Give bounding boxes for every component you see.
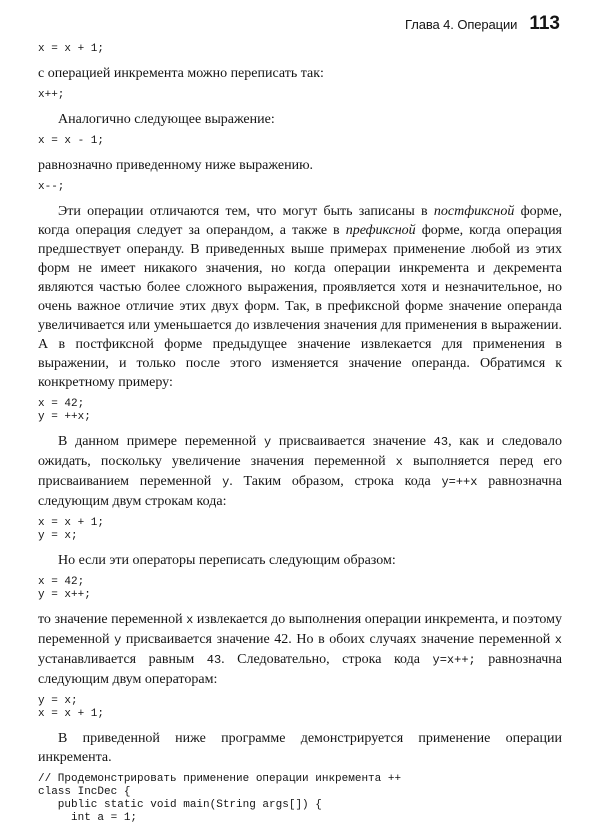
paragraph: В приведенной ниже программе демонстрируется применение операции инкремента. <box>38 731 562 765</box>
paragraph: Но если эти операторы переписать следующим образом: <box>58 553 396 568</box>
code-line: x--; <box>38 181 65 193</box>
term-postfix: постфиксной <box>433 204 515 219</box>
code-block: // Продемонстрировать применение операции инкремента ++ class IncDec { public static void main(String args[]) { int a = 1; <box>38 773 402 824</box>
code-block: x = 42; y = x++; <box>38 576 91 601</box>
paragraph: В данном примере переменной y присваивается значение 43, как и следовало ожидать, поскольку увеличение значения переменной x выполняется перед его присваиванием переменной y. Таким образом, строка кода y=++x равнозначна следующим двум строкам кода: <box>38 434 562 509</box>
paragraph: то значение переменной x извлекается до выполнения операции инкремента, и поэтому переменной y присваивается значение 42. Но в обоих случаях значение переменной x устанавливается равным 43. Следовательно, строка кода y=x++; равнозначна следующим двум операторам: <box>38 612 562 687</box>
page-content <box>38 43 562 825</box>
term-prefix: префиксной <box>345 223 416 238</box>
code-line: x++; <box>38 89 65 101</box>
running-header <box>405 13 560 37</box>
paragraph: равнозначно приведенному ниже выражению. <box>38 158 314 173</box>
paragraph: Аналогично следующее выражение: <box>58 112 275 127</box>
code-block: x = 42; y = ++x; <box>38 398 91 423</box>
code-block: y = x; x = x + 1; <box>38 695 105 720</box>
code-block: x = x + 1; y = x; <box>38 517 105 542</box>
code-line: x = x - 1; <box>38 135 105 147</box>
page-number: 113 <box>529 13 560 34</box>
paragraph: Эти операции отличаются тем, что могут быть записаны в постфиксной форме, когда операция следует за операндом, а также в префиксной форме, когда операция предшествует операнду. В приведенных выше примерах применение любой из этих форм не имеет никакого значения, но когда операции инкремента и декремента являются частью более сложного выражения, проявляется хотя и незначительное, но очень важное отличие этих двух форм. Так, в префиксной форме значение операнда увеличивается или уменьшается до извлечения значения для применения в выражении. А в постфиксной форме предыдущее значение извлекается для применения в выражении, и только после этого изменяется значение операнда. Обратимся к конкретному примеру: <box>38 204 563 390</box>
chapter-title: Глава 4. Операции <box>405 17 518 32</box>
paragraph: с операцией инкремента можно переписать так: <box>38 66 324 81</box>
code-line: x = x + 1; <box>38 43 105 55</box>
